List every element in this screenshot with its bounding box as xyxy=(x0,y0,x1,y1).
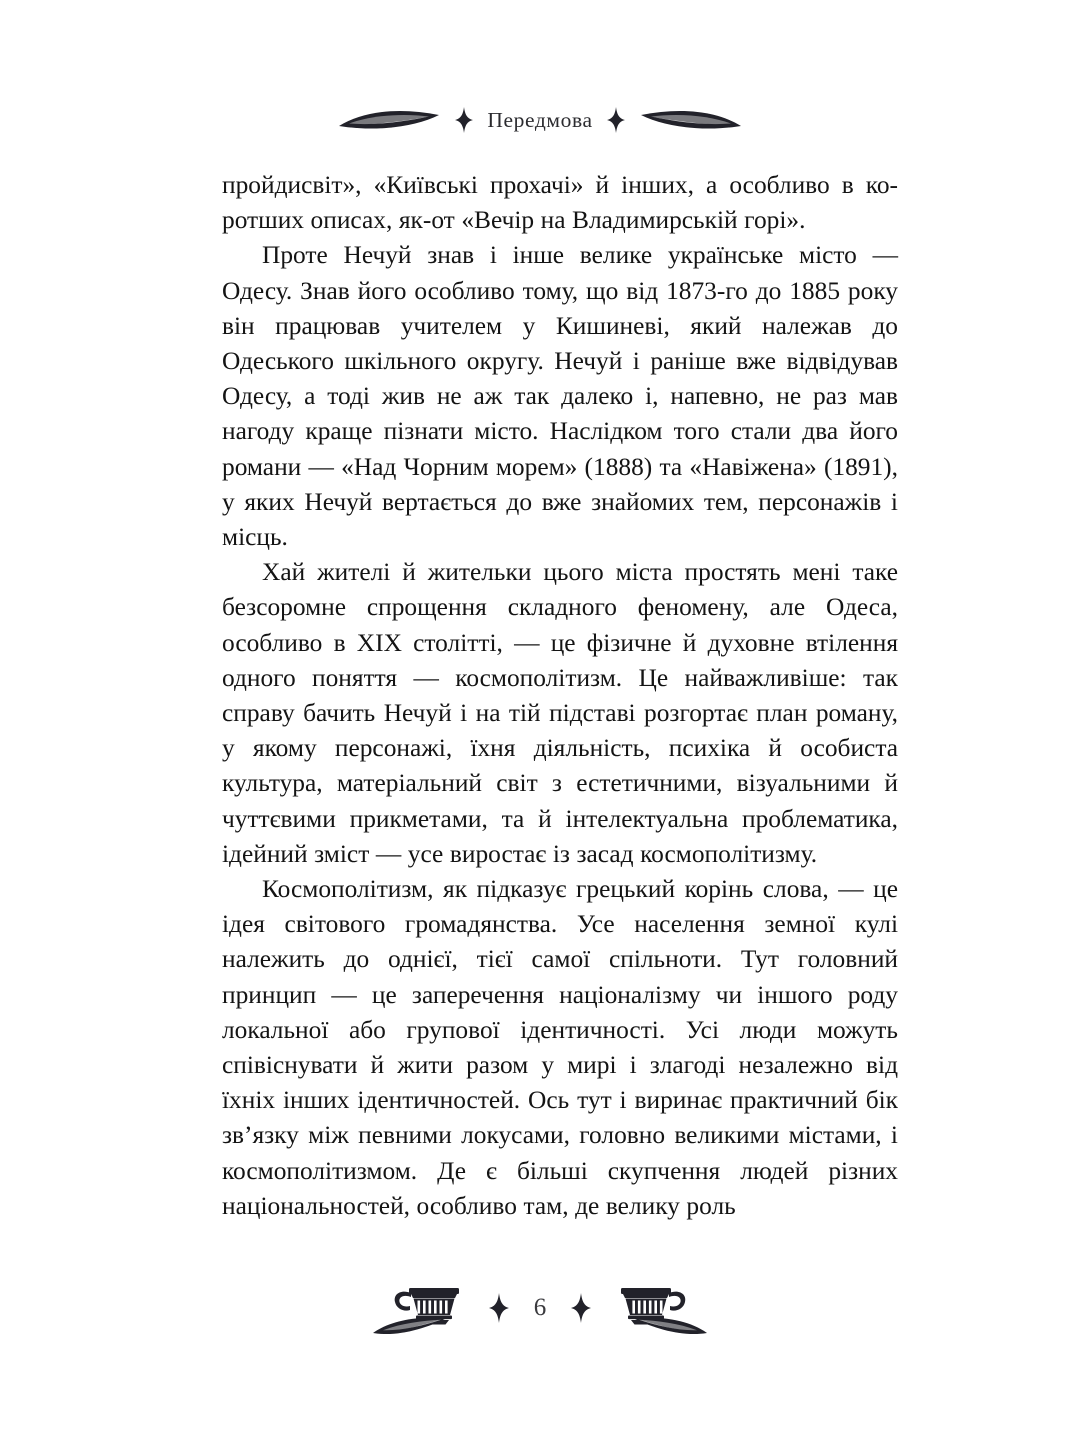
running-head-title: Передмова xyxy=(487,107,593,132)
four-point-star-icon xyxy=(607,107,625,133)
paragraph: пройдисвіт», «Київські прохачі» й інших, а особливо в коротших описах, як-от «Вечір на Владимирській горі». xyxy=(222,171,898,235)
body-text-block xyxy=(222,168,898,1224)
page-footer xyxy=(0,1272,1080,1344)
paragraph: Хай жителі й жительки цього міста простять мені таке безсоромне спрощення складного феномену, але Одеса, особливо в XIX столітті, — це фізичне й духовне втілення одного поняття — космополітизм. Це найважливіше: так справу бачить Нечуй і на тій підставі розгортає план роману, у якому персонажі, їхня діяльність, психіка й особиста культура, матеріальний світ з естетичними, візуальними й чуттєвими прикметами, та й інтелектуальна проблематика, ідейний зміст — усе виростає із засад космополітизму. xyxy=(222,558,898,868)
page-number: 6 xyxy=(533,1294,547,1321)
four-point-star-icon xyxy=(571,1293,591,1323)
paragraph: Проте Нечуй знав і інше велике українське місто — Одесу. Знав його особливо тому, що від 1873-го до 1885 року він працював учителем у Кишиневі, який належав до Одеського шкільного округу. Нечуй і раніше вже відвідував Одесу, а тоді жив не аж так далеко і, напевно, не раз мав нагоду краще пізнати місто. Наслідком того стали два його романи — «Над Чорним морем» (1888) та «Навіжена» (1891), у яких Нечуй вертається до вже знайомих тем, персонажів і місць. xyxy=(222,241,898,552)
running-head xyxy=(0,96,1080,144)
paragraph: Космополітизм, як підказує грецький корінь слова, — це ідея світового громадянства. Усе населення земної кулі належить до однієї, тієї самої спільноти. Тут головний принцип — це заперечення націоналізму чи іншого роду локальної або групової ідентичності. Усі люди можуть співіснувати й жити разом у мирі і злагоді незалежно від їхніх інших ідентичностей. Ось тут і виринає практичний бік зв’язку між певними локусами, головно великими містами, і космополітизмом. Де є більші скупчення людей різних національностей, особливо там, де велику роль xyxy=(222,875,898,1220)
urn-capital-leaf-ornament-icon xyxy=(609,1277,709,1339)
urn-capital-leaf-ornament-icon xyxy=(371,1277,471,1339)
four-point-star-icon xyxy=(455,107,473,133)
four-point-star-icon xyxy=(489,1293,509,1323)
leaf-lens-ornament-icon xyxy=(639,107,743,133)
leaf-lens-ornament-icon xyxy=(337,107,441,133)
